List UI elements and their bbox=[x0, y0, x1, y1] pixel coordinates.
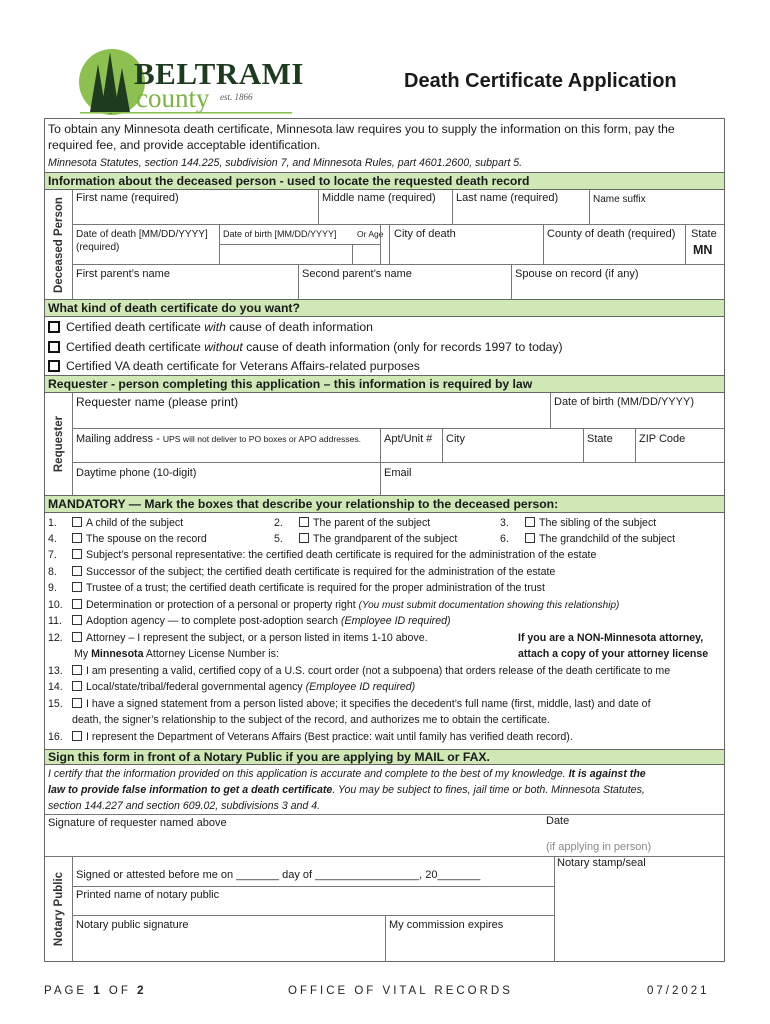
requester-fields bbox=[73, 393, 724, 495]
last-name-field[interactable]: Last name (required) bbox=[456, 192, 559, 204]
date-of-death-required: (required) bbox=[76, 242, 120, 253]
rel-attorney[interactable]: Attorney – I represent the subject, or a person listed in items 1-10 above. bbox=[72, 632, 428, 645]
attorney-license-line[interactable]: My Minnesota Attorney License Number is: bbox=[74, 648, 279, 660]
rel-child[interactable]: A child of the subject bbox=[72, 517, 183, 530]
page-title: Death Certificate Application bbox=[404, 70, 677, 92]
notary-printed-name-field[interactable]: Printed name of notary public bbox=[76, 889, 220, 901]
logo-est: est. 1866 bbox=[220, 92, 253, 102]
mailing-address-field[interactable]: Mailing address - UPS will not deliver to PO boxes or APO addresses. bbox=[76, 433, 362, 445]
rel-successor[interactable]: Successor of the subject; the certified death certificate is required for the administration of the estate bbox=[72, 566, 555, 579]
notary-instruction-header: Sign this form in front of a Notary Public if you are applying by MAIL or FAX. bbox=[45, 749, 724, 765]
non-mn-attorney-note-1: If you are a NON-Minnesota attorney, bbox=[518, 632, 704, 644]
rel-signed-statement-cont: death, the signer’s relationship to the subject of the record, and authorizes me to obtain the certificate. bbox=[72, 714, 550, 726]
or-age-field[interactable]: Or Age bbox=[357, 229, 384, 239]
first-name-field[interactable]: First name (required) bbox=[76, 192, 179, 204]
rel-trustee[interactable]: Trustee of a trust; the certified death certificate is required for the proper administration of the trust bbox=[72, 582, 545, 595]
notary-sidebar bbox=[45, 856, 73, 962]
deceased-fields bbox=[73, 190, 724, 299]
requester-header: Requester - person completing this application – this information is required by law bbox=[45, 375, 724, 393]
rel-personal-rep[interactable]: Subject’s personal representative: the certified death certificate is required for the administration of the estate bbox=[72, 549, 596, 562]
signature-date-field[interactable]: Date bbox=[546, 815, 570, 827]
logo-sub: county bbox=[136, 83, 210, 113]
rel-grandchild[interactable]: The grandchild of the subject bbox=[525, 533, 675, 546]
checkbox[interactable] bbox=[48, 360, 60, 372]
state-value: MN bbox=[693, 243, 713, 257]
if-applying-in-person: (if applying in person) bbox=[546, 841, 652, 853]
certification-line-1: I certify that the information provided on this application is accurate and complete to the best of my knowledge. It is against the bbox=[48, 768, 646, 780]
notary-side-label: Notary Public bbox=[52, 871, 65, 947]
deceased-sidebar bbox=[45, 190, 73, 299]
city-of-death-field[interactable]: City of death bbox=[394, 228, 456, 240]
rel-parent[interactable]: The parent of the subject bbox=[299, 517, 430, 530]
requester-city-field[interactable]: City bbox=[446, 433, 465, 445]
name-suffix-field[interactable]: Name suffix bbox=[593, 194, 646, 205]
mandatory-header: MANDATORY — Mark the boxes that describe your relationship to the deceased person: bbox=[45, 495, 724, 513]
certification-line-2: law to provide false information to get a death certificate. You may be subject to fines, jail time or both. Minnesota Statutes, bbox=[48, 784, 645, 796]
apt-unit-field[interactable]: Apt/Unit # bbox=[384, 433, 433, 445]
spouse-field[interactable]: Spouse on record (if any) bbox=[515, 268, 639, 280]
rel-signed-statement[interactable]: I have a signed statement from a person listed above; it specifies the decedent’s full name (first, middle, last) and date of bbox=[72, 698, 651, 711]
rel-court-order[interactable]: I am presenting a valid, certified copy of a U.S. court order (not a subpoena) that orders release of the death certificate to me bbox=[72, 665, 670, 678]
intro-statute: Minnesota Statutes, section 144.225, subdivision 7, and Minnesota Rules, part 4601.2600, subpart 5. bbox=[48, 157, 523, 169]
notary-signature-field[interactable]: Notary public signature bbox=[76, 919, 189, 931]
office-name: OFFICE OF VITAL RECORDS bbox=[288, 985, 513, 997]
rel-grandparent[interactable]: The grandparent of the subject bbox=[299, 533, 457, 546]
kind-header: What kind of death certificate do you want? bbox=[45, 299, 724, 317]
certification-line-3: section 144.227 and section 609.02, subdivisions 3 and 4. bbox=[48, 800, 321, 812]
requester-state-field[interactable]: State bbox=[587, 433, 613, 445]
daytime-phone-field[interactable]: Daytime phone (10-digit) bbox=[76, 467, 197, 479]
requester-signature-field[interactable]: Signature of requester named above bbox=[48, 817, 227, 829]
page-number: PAGE 1 OF 2 bbox=[44, 985, 147, 997]
date-of-birth-field[interactable]: Date of birth [MM/DD/YYYY] bbox=[223, 229, 337, 239]
rel-property-right[interactable]: Determination or protection of a personal or property right (You must submit documentation showing this relationship) bbox=[72, 599, 619, 612]
zip-code-field[interactable]: ZIP Code bbox=[639, 433, 686, 445]
requester-dob-field[interactable]: Date of birth (MM/DD/YYYY) bbox=[554, 396, 694, 408]
option-with-cause[interactable]: Certified death certificate with cause of death information bbox=[48, 319, 373, 335]
rel-spouse[interactable]: The spouse on the record bbox=[72, 533, 207, 546]
second-parent-field[interactable]: Second parent’s name bbox=[302, 268, 412, 280]
intro-line-1: To obtain any Minnesota death certificate, Minnesota law requires you to supply the information on this form, pay the bbox=[48, 122, 675, 136]
requester-sidebar bbox=[45, 393, 73, 495]
email-field[interactable]: Email bbox=[384, 467, 412, 479]
application-form bbox=[44, 118, 725, 962]
form-revision-date: 07/2021 bbox=[647, 985, 710, 997]
rel-government-agency[interactable]: Local/state/tribal/federal governmental agency (Employee ID required) bbox=[72, 681, 415, 694]
rel-adoption-agency[interactable]: Adoption agency — to complete post-adoption search (Employee ID required) bbox=[72, 615, 451, 628]
intro-line-2: required fee, and provide acceptable identification. bbox=[48, 138, 321, 152]
notary-stamp-area: Notary stamp/seal bbox=[557, 857, 646, 869]
checkbox[interactable] bbox=[48, 321, 60, 333]
date-of-death-field[interactable]: Date of death [MM/DD/YYYY] bbox=[76, 229, 208, 240]
checkbox[interactable] bbox=[48, 341, 60, 353]
logo-name: BELTRAMI bbox=[134, 56, 304, 91]
deceased-header: Information about the deceased person - used to locate the requested death record bbox=[45, 172, 724, 190]
commission-expires-field[interactable]: My commission expires bbox=[389, 919, 504, 931]
county-of-death-field[interactable]: County of death (required) bbox=[547, 228, 676, 240]
rel-sibling[interactable]: The sibling of the subject bbox=[525, 517, 656, 530]
requester-side-label: Requester bbox=[52, 415, 65, 473]
rel-veterans-affairs[interactable]: I represent the Department of Veterans Affairs (Best practice: wait until family has verified death record). bbox=[72, 731, 573, 744]
middle-name-field[interactable]: Middle name (required) bbox=[322, 192, 436, 204]
relationship-list: 1. A child of the subject 2. The parent of the subject 3. The sibling of the subject 4. The spouse on the record 5. The grandparent of the subject 6. The grandchild of the subject 7. Subject’s personal representative: the certified death certificate is required for the administration of the estate 8. Successor of the subject; the certified death certificate is required for the administration of the estate 9. Trustee of a trust; the certified death certificate is required for the proper administration of the trust 10. Determination or protection of a personal or property right (You must submit documentation showing this relationship) 11. Adoption agency — to complete post-adoption search (Employee ID required) 12. Attorney – I represent the subject, or a person listed in items 1-10 above. My Minnesota Attorney License Number is: If you are a NON-Minnesota attorney, attach a copy of your attorney license 13. I am presenting a valid, certified copy of a U.S. court order (not a subpoena) that orders release of the death certificate to me 14. Local/state/tribal/federal governmental agency (Employee ID required) 15. I have a signed statement from a person listed above; it specifies the decedent’s full name (first, middle, last) and date of death, the signer’s relationship to the subject of the record, and authorizes me to obtain the certificate. 16. I represent the Department of Veterans Affairs (Best practice: wait until family has verified death record). bbox=[48, 517, 709, 743]
county-logo bbox=[68, 44, 304, 118]
state-label: State bbox=[691, 228, 717, 240]
option-va[interactable]: Certified VA death certificate for Veterans Affairs-related purposes bbox=[48, 358, 420, 374]
first-parent-field[interactable]: First parent’s name bbox=[76, 268, 170, 280]
requester-name-field[interactable]: Requester name (please print) bbox=[76, 395, 239, 409]
option-without-cause[interactable]: Certified death certificate without cause of death information (only for records 1997 to today) bbox=[48, 339, 563, 355]
notary-attest-line[interactable]: Signed or attested before me on _______ day of _________________, 20_______ bbox=[76, 869, 481, 881]
non-mn-attorney-note-2: attach a copy of your attorney license bbox=[518, 648, 709, 660]
deceased-side-label: Deceased Person bbox=[52, 196, 65, 293]
